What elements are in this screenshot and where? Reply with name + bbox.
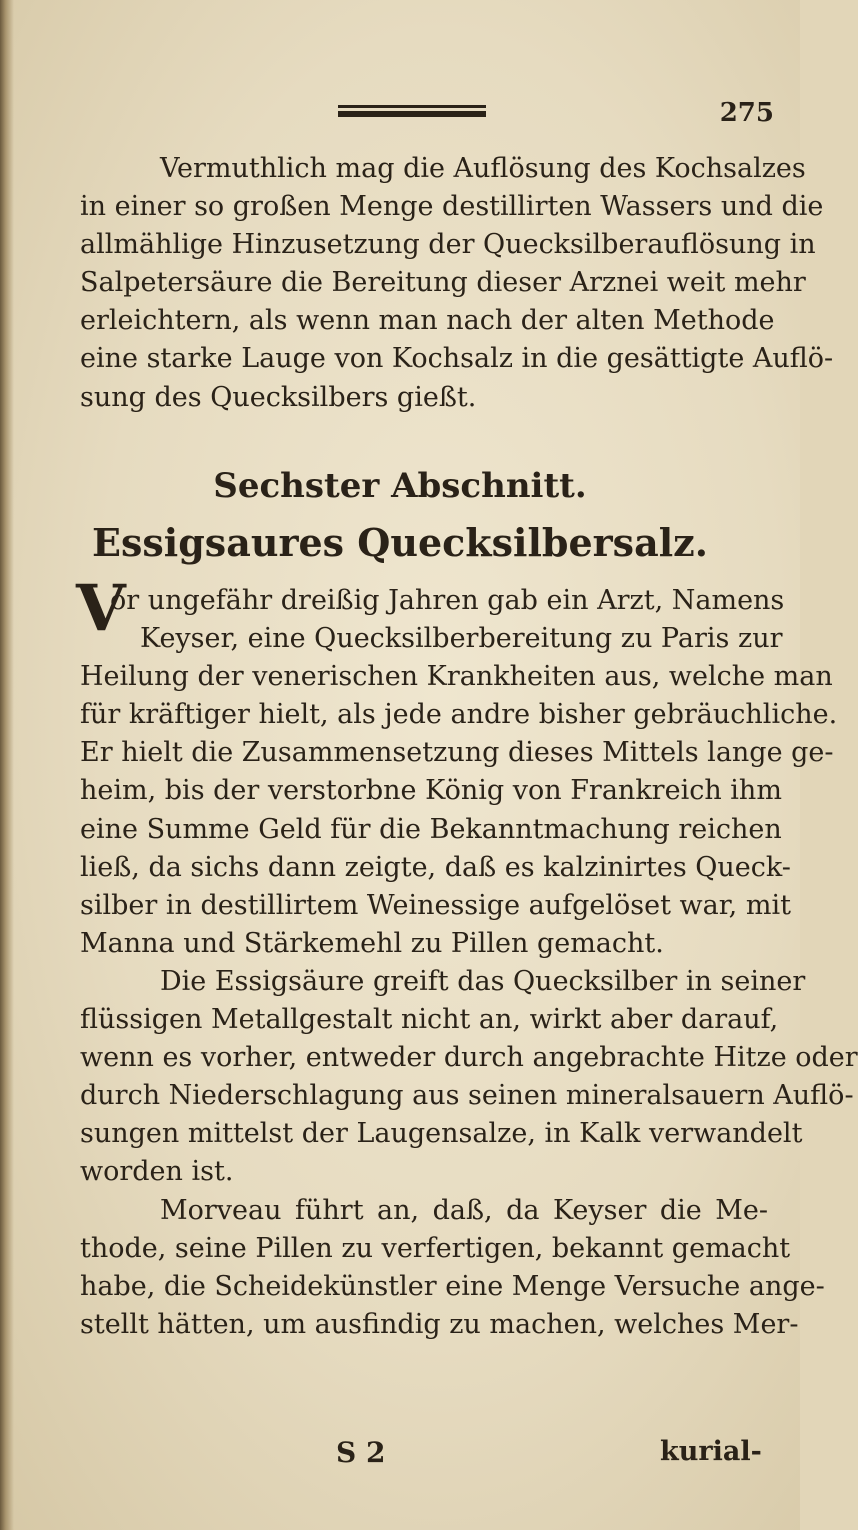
signature-mark: S 2: [336, 1436, 386, 1469]
header-rule: [338, 105, 486, 119]
text-line: worden ist.: [80, 1156, 234, 1188]
text-line: in einer so großen Menge destillirten Wassers und die: [80, 191, 824, 223]
text-line: Die Essigsäure greift das Quecksilber in seiner: [160, 966, 806, 997]
text-line: durch Niederschlagung aus seinen mineralsauern Auflö-: [80, 1080, 854, 1112]
drop-cap: V: [76, 571, 126, 646]
page-gutter-shadow: [0, 0, 14, 1530]
text-line: or ungefähr dreißig Jahren gab ein Arzt, Namens: [110, 585, 785, 616]
text-line: erleichtern, als wenn man nach der alten Methode: [80, 305, 775, 337]
text-line: Manna und Stärkemehl zu Pillen gemacht.: [80, 927, 664, 959]
text-line: thode, seine Pillen zu verfertigen, bekannt gemacht: [80, 1233, 791, 1265]
text-line: heim, bis der verstorbne König von Frankreich ihm: [80, 775, 782, 807]
paragraph-3: [80, 963, 858, 1192]
page-number: 275: [719, 98, 774, 128]
text-line: wenn es vorher, entweder durch angebrachte Hitze oder: [80, 1042, 858, 1074]
text-line: Keyser, eine Quecksilberbereitung zu Paris zur: [140, 623, 783, 655]
catchword: kurial-: [660, 1436, 762, 1467]
paragraph-1: [80, 150, 834, 417]
text-line: Salpetersäure die Bereitung dieser Arznei weit mehr: [80, 267, 806, 299]
text-line: für kräftiger hielt, als jede andre bisher gebräuchliche.: [80, 699, 838, 731]
text-line: Morveau führt an, daß, da Keyser die Me-: [160, 1195, 768, 1226]
text-line: silber in destillirtem Weinessige aufgelöset war, mit: [80, 889, 791, 921]
text-line: allmählige Hinzusetzung der Quecksilberauflösung in: [80, 229, 816, 261]
text-line: Heilung der venerischen Krankheiten aus, welche man: [80, 661, 833, 693]
text-line: sungen mittelst der Laugensalze, in Kalk verwandelt: [80, 1118, 803, 1150]
text-line: flüssigen Metallgestalt nicht an, wirkt aber darauf,: [80, 1004, 779, 1036]
text-line: habe, die Scheidekünstler eine Menge Versuche ange-: [80, 1271, 825, 1303]
text-line: ließ, da sichs dann zeigte, daß es kalzinirtes Queck-: [80, 851, 791, 883]
text-line: eine Summe Geld für die Bekanntmachung reichen: [80, 813, 782, 845]
text-line: Er hielt die Zusammensetzung dieses Mittels lange ge-: [80, 737, 834, 769]
text-line: sung des Quecksilbers gießt.: [80, 381, 477, 413]
section-subtitle: Essigsaures Quecksilbersalz.: [92, 520, 708, 565]
text-line: Vermuthlich mag die Auflösung des Kochsalzes: [160, 153, 806, 184]
paragraph-2: [80, 582, 838, 963]
text-line: stellt hätten, um ausfindig zu machen, welches Mer-: [80, 1309, 799, 1341]
paragraph-4: [80, 1192, 825, 1344]
section-title: Sechster Abschnitt.: [213, 466, 587, 506]
text-line: eine starke Lauge von Kochsalz in die gesättigte Auflö-: [80, 343, 834, 375]
